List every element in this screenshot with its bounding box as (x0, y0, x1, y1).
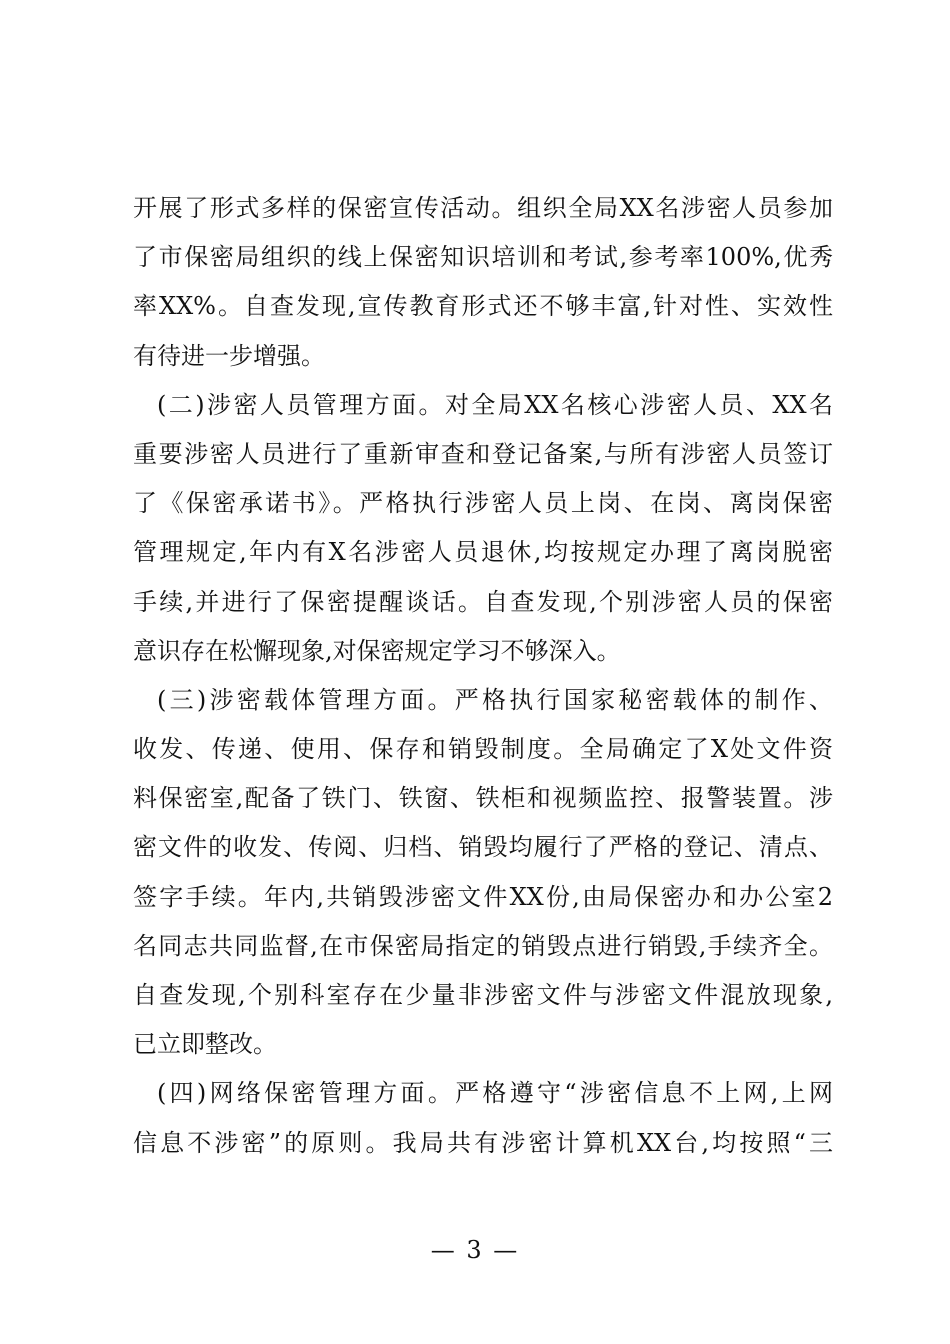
text-line: 料保密室,配备了铁门、铁窗、铁柜和视频监控、报警装置。涉 (133, 784, 833, 813)
text-line: 手续,并进行了保密提醒谈话。自查发现,个别涉密人员的保密 (133, 587, 833, 616)
paragraph-network (133, 1073, 833, 1171)
paragraph-carrier (133, 680, 833, 1074)
text-line: 名同志共同监督,在市保密局指定的销毁点进行销毁,手续齐全。 (133, 931, 833, 960)
page-number: — 3 — (430, 1236, 520, 1264)
text-line: 了《保密承诺书》。严格执行涉密人员上岗、在岗、离岗保密 (133, 489, 833, 518)
text-line: 已立即整改。 (133, 1030, 277, 1059)
text-line: 了市保密局组织的线上保密知识培训和考试,参考率100%,优秀 (133, 243, 833, 272)
text-line: 信息不涉密”的原则。我局共有涉密计算机XX台,均按照“三 (133, 1128, 833, 1157)
paragraph-publicity (133, 188, 833, 385)
text-line: 重要涉密人员进行了重新审查和登记备案,与所有涉密人员签订 (133, 439, 833, 468)
text-line: 自查发现,个别科室存在少量非涉密文件与涉密文件混放现象, (133, 981, 833, 1009)
text-line: 开展了形式多样的保密宣传活动。组织全局XX名涉密人员参加 (133, 194, 833, 222)
text-line: 密文件的收发、传阅、归档、销毁均履行了严格的登记、清点、 (133, 833, 833, 862)
text-line: 签字手续。年内,共销毁涉密文件XX份,由局保密办和办公室2 (133, 882, 833, 911)
text-line: (三)涉密载体管理方面。严格执行国家秘密载体的制作、 (157, 685, 833, 714)
paragraph-personnel (133, 385, 833, 680)
text-line: 率XX%。自查发现,宣传教育形式还不够丰富,针对性、实效性 (133, 292, 833, 321)
text-line: (二)涉密人员管理方面。对全局XX名核心涉密人员、XX名 (157, 390, 833, 419)
body-text (133, 188, 833, 1172)
text-line: (四)网络保密管理方面。严格遵守“涉密信息不上网,上网 (157, 1079, 833, 1108)
text-line: 意识存在松懈现象,对保密规定学习不够深入。 (133, 636, 621, 665)
text-line: 收发、传递、使用、保存和销毁制度。全局确定了X处文件资 (133, 735, 833, 764)
text-line: 管理规定,年内有X名涉密人员退休,均按规定办理了离岗脱密 (133, 538, 833, 567)
text-line: 有待进一步增强。 (133, 341, 325, 370)
